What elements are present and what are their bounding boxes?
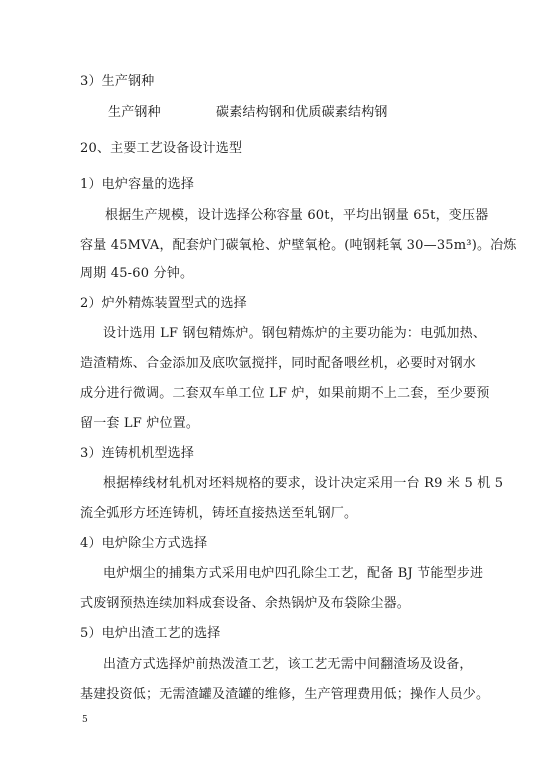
item2-line: 留一套 LF 炉位置。 bbox=[80, 416, 200, 431]
item3-line: 根据棒线材轧机对坯料规格的要求，设计决定采用一台 R9 米 5 机 5 bbox=[103, 476, 504, 491]
item4-heading: 4）电炉除尘方式选择 bbox=[80, 536, 208, 551]
section-steel-heading: 3）生产钢种 bbox=[80, 74, 155, 89]
item4-line: 式废钢预热连续加料成套设备、余热锅炉及布袋除尘器。 bbox=[80, 596, 411, 611]
item2-heading: 2）炉外精炼装置型式的选择 bbox=[80, 296, 247, 311]
page-number: 5 bbox=[82, 715, 88, 725]
item4-line: 电炉烟尘的捕集方式采用电炉四孔除尘工艺，配备 BJ 节能型步进 bbox=[103, 566, 484, 581]
item5-line: 出渣方式选择炉前热泼渣工艺，该工艺无需中间翻渣场及设备， bbox=[103, 657, 473, 672]
steel-type-value: 碳素结构钢和优质碳素结构钢 bbox=[216, 105, 388, 120]
item2-line: 成分进行微调。二套双车单工位 LF 炉，如果前期不上二套，至少要预 bbox=[80, 386, 490, 401]
item1-line: 周期 45-60 分钟。 bbox=[80, 266, 194, 281]
item1-line: 容量 45MVA，配套炉门碳氧枪、炉壁氧枪。(吨钢耗氧 30—35m³)。冶炼 bbox=[80, 238, 517, 253]
item5-heading: 5）电炉出渣工艺的选择 bbox=[80, 626, 221, 641]
item1-heading: 1）电炉容量的选择 bbox=[80, 177, 195, 192]
item3-line: 流全弧形方坯连铸机，铸坯直接热送至轧钢厂。 bbox=[80, 506, 358, 521]
item3-heading: 3）连铸机机型选择 bbox=[80, 446, 195, 461]
steel-type-label: 生产钢种 bbox=[108, 105, 161, 120]
item2-line: 设计选用 LF 钢包精炼炉。钢包精炼炉的主要功能为：电弧加热、 bbox=[103, 326, 487, 341]
item1-line: 根据生产规模，设计选择公称容量 60t，平均出钢量 65t，变压器 bbox=[105, 208, 489, 223]
item2-line: 造渣精炼、合金添加及底吹氩搅拌，同时配备喂丝机，必要时对钢水 bbox=[80, 356, 477, 371]
item5-line: 基建投资低；无需渣罐及渣罐的维修，生产管理费用低；操作人员少。 bbox=[80, 687, 490, 702]
section-20-heading: 20、主要工艺设备设计选型 bbox=[80, 141, 243, 156]
